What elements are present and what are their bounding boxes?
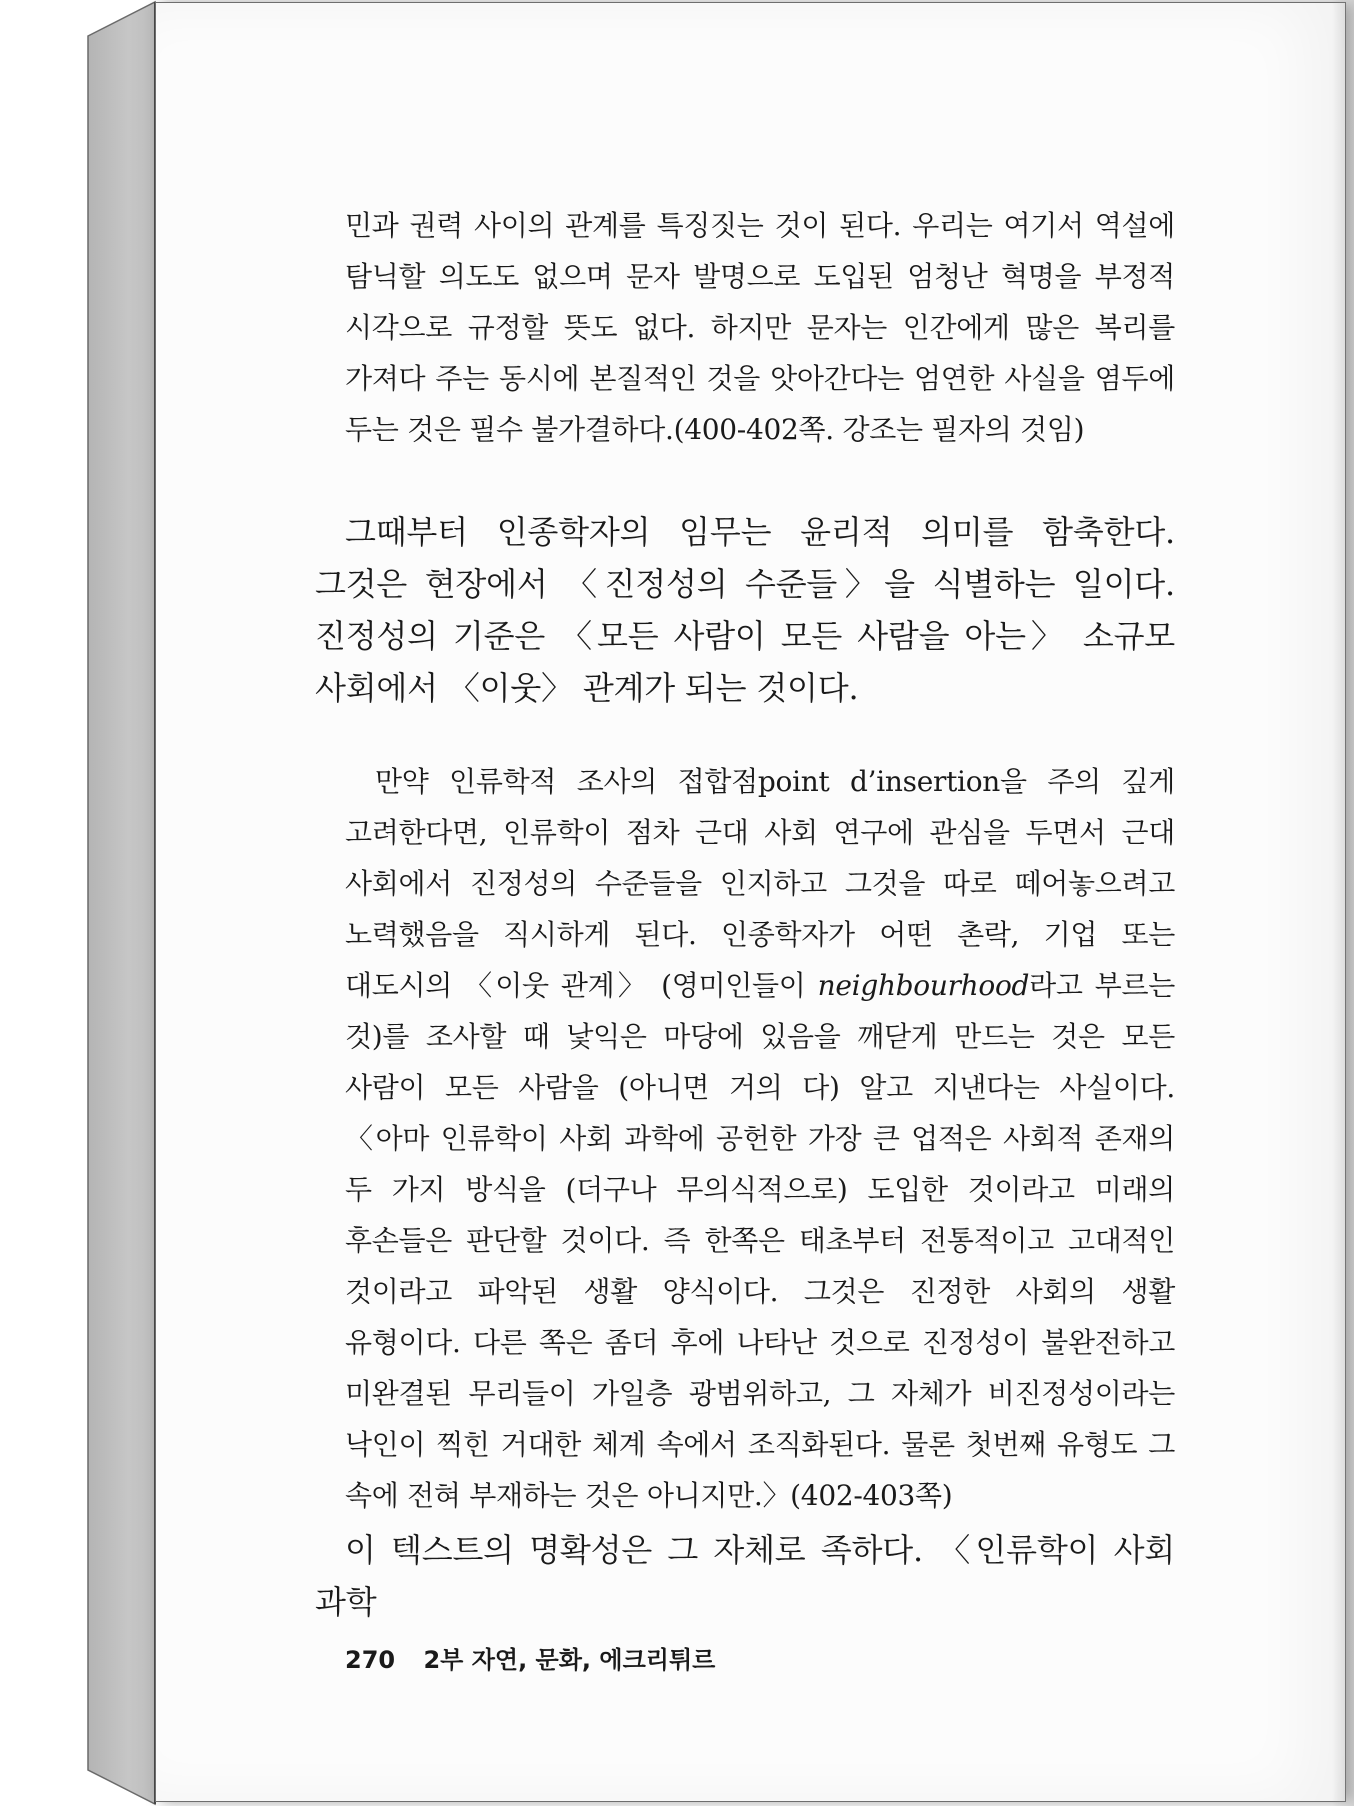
running-section-title: 2부 자연, 문화, 에크리튀르	[423, 1646, 716, 1674]
page-edge-shadow	[1332, 0, 1354, 1806]
page-footer	[345, 1640, 715, 1675]
page-number: 270	[345, 1646, 396, 1674]
body-paragraph-1: 그때부터 인종학자의 임무는 윤리적 의미를 함축한다. 그것은 현장에서 〈진정성의 수준들〉을 식별하는 일이다. 진정성의 기준은 〈모든 사람이 모든 사람을 아는〉 소규모 사회에서 〈이웃〉 관계가 되는 것이다.	[315, 513, 1175, 707]
quote2-text-part2: 라고 부르는 것)를 조사할 때 낯익은 마당에 있음을 깨닫게 만드는 것은 모든 사람이 모든 사람을 (아니면 거의 다) 알고 지낸다는 사실이다. 〈아마 인류학이 사회 과학에 공헌한 가장 큰 업적은 사회적 존재의 두 가지 방식을 (더구나 무의식적으로) 도입한 것이라고 미래의 후손들은 판단할 것이다. 즉 한쪽은 태초부터 전통적이고 고대적인 것이라고 파악된 생활 양식이다. 그것은 진정한 사회의 생활 유형이다. 다른 쪽은 좀더 후에 나타난 것으로 진정성이 불완전하고 미완결된 무리들이 가일층 광범위하고, 그 자체가 비진정성이라는 낙인이 찍힌 거대한 체계 속에서 조직화된다. 물론 첫번째 유형도 그 속에 전혀 부재하는 것은 아니지만.〉(402-403쪽)	[345, 969, 1175, 1512]
block-quote-1: 민과 권력 사이의 관계를 특징짓는 것이 된다. 우리는 여기서 역설에 탐닉할 의도도 없으며 문자 발명으로 도입된 엄청난 혁명을 부정적 시각으로 규정할 뜻도 없다. 하지만 문자는 인간에게 많은 복리를 가져다 주는 동시에 본질적인 것을 앗아간다는 엄연한 사실을 염두에 두는 것은 필수 불가결하다.(400-402쪽. 강조는 필자의 것임)	[345, 209, 1175, 446]
body-paragraph-2: 이 텍스트의 명확성은 그 자체로 족하다. 〈인류학이 사회 과학	[315, 1531, 1175, 1621]
block-quote-2	[345, 756, 1175, 1521]
quote2-italic-term: neighbourhood	[817, 969, 1030, 1002]
quote2-text-part1: 만약 인류학적 조사의 접합점point d’insertion을 주의 깊게 고려한다면, 인류학이 점차 근대 사회 연구에 관심을 두면서 근대 사회에서 진정성의 수준들을 인지하고 그것을 따로 떼어놓으려고 노력했음을 직시하게 된다. 인종학자가 어떤 촌락, 기업 또는 대도시의 〈이웃 관계〉 (영미인들이	[345, 765, 1175, 1002]
book-spine	[0, 0, 160, 1806]
